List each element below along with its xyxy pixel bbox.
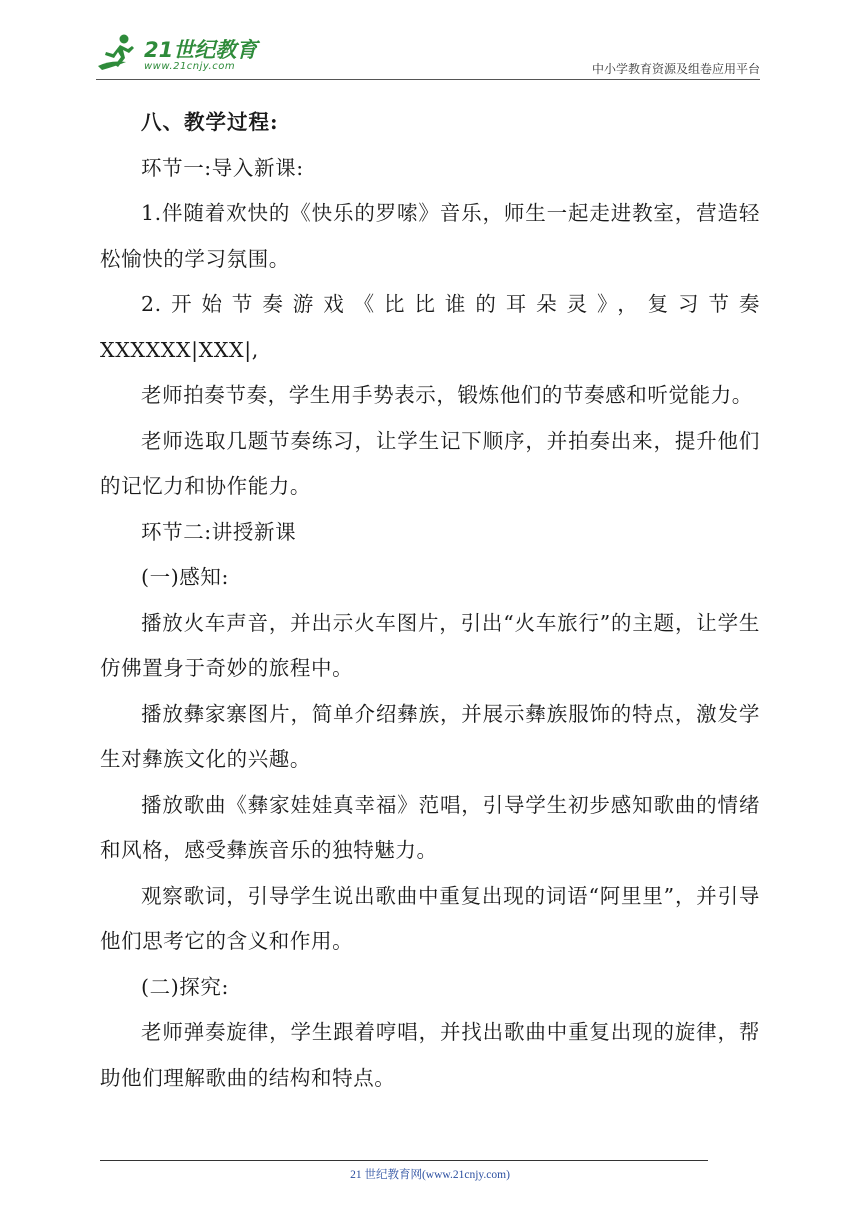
subsection-heading: 环节一:导入新课: [141, 155, 304, 180]
paragraph: 1.伴随着欢快的《快乐的罗嗦》音乐，师生一起走进教室，营造轻松愉快的学习氛围。 [100, 201, 760, 271]
page-header [96, 30, 760, 78]
section-heading: 八、教学过程: [141, 110, 279, 134]
paragraph: 观察歌词，引导学生说出歌曲中重复出现的词语“阿里里”，并引导他们思考它的含义和作用。 [100, 883, 760, 953]
paragraph: 播放歌曲《彝家娃娃真幸福》范唱，引导学生初步感知歌曲的情绪和风格，感受彝族音乐的独特魅力。 [100, 792, 760, 862]
logo-url: www.21cnjy.com [144, 61, 236, 72]
rhythm-notation: XXXXXX|XXX|, [100, 337, 259, 362]
paragraph: 播放火车声音，并出示火车图片，引出“火车旅行”的主题，让学生仿佛置身于奇妙的旅程中。 [100, 610, 760, 680]
paragraph: 播放彝家寨图片，简单介绍彝族，并展示彝族服饰的特点，激发学生对彝族文化的兴趣。 [100, 701, 760, 771]
paragraph: 老师弹奏旋律，学生跟着哼唱，并找出歌曲中重复出现的旋律，帮助他们理解歌曲的结构和特点。 [100, 1020, 760, 1090]
document-body [100, 100, 760, 1101]
paragraph: 老师选取几题节奏练习，让学生记下顺序，并拍奏出来，提升他们的记忆力和协作能力。 [100, 428, 760, 498]
runner-logo-icon [96, 32, 140, 74]
logo-title: 21世纪教育 [144, 38, 258, 62]
site-logo [96, 30, 266, 76]
subsection-heading: 环节二:讲授新课 [141, 519, 297, 544]
footer-divider [100, 1160, 708, 1161]
paragraph: 2.开始节奏游戏《比比谁的耳朵灵》，复习节奏 [141, 292, 760, 316]
subsection-heading: (二)探究: [141, 974, 230, 999]
paragraph: 老师拍奏节奏，学生用手势表示，锻炼他们的节奏感和听觉能力。 [141, 383, 753, 407]
platform-name: 中小学教育资源及组卷应用平台 [591, 62, 760, 76]
footer-source: 21 世纪教育网(www.21cnjy.com) [350, 1169, 510, 1181]
subsection-heading: (一)感知: [141, 565, 230, 589]
header-divider [96, 79, 760, 80]
